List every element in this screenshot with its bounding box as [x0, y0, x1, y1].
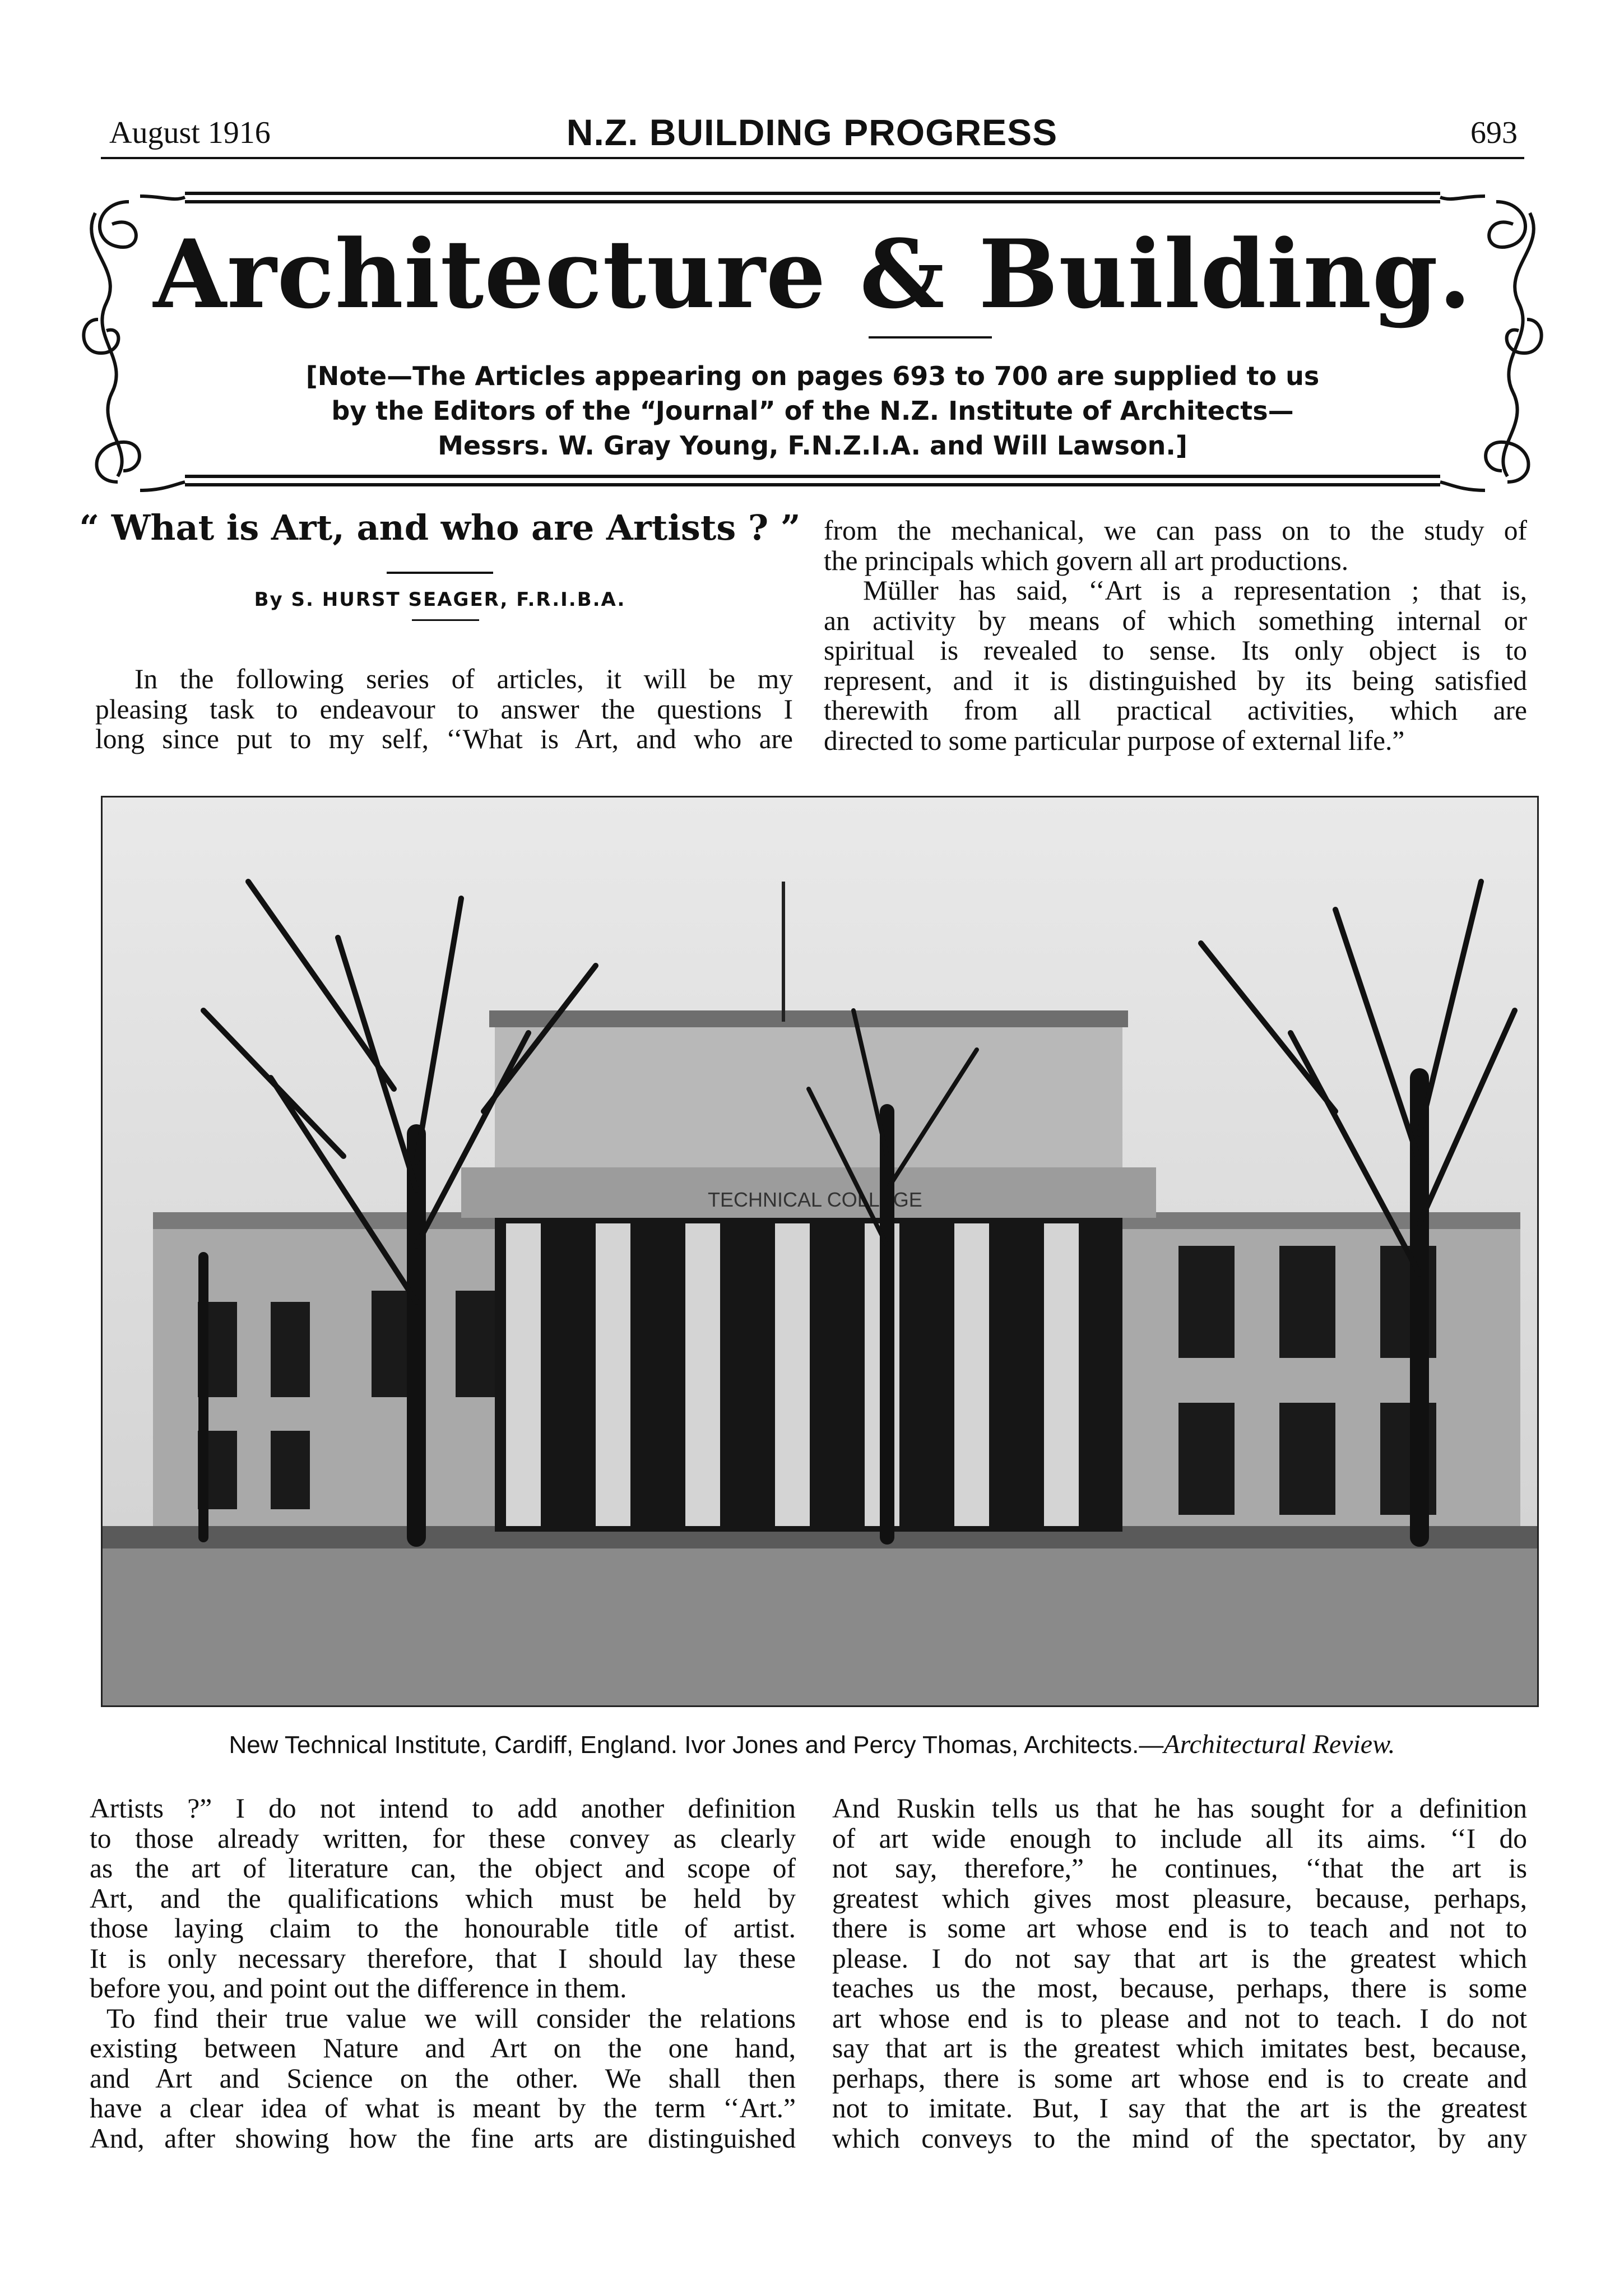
text-line: Müller has said, ‘‘Art is a representation ; that is, — [863, 575, 1527, 606]
text-line: the principals which govern all art productions. — [824, 545, 1349, 576]
text-line: not say, therefore,” he continues, ‘‘that the art is — [832, 1853, 1527, 1884]
header-rule — [101, 157, 1524, 159]
column-bottom-left — [90, 1793, 796, 2153]
text-line: spiritual is revealed to sense. Its only object is to — [824, 635, 1527, 666]
text-line: and Art and Science on the other. We shall then — [90, 2062, 796, 2094]
photo-caption — [0, 1729, 1624, 1760]
text-line: which conveys to the mind of the spectator, by any — [832, 2122, 1527, 2154]
text-line: To find their true value we will consider the relations — [106, 2002, 796, 2034]
text-line: art whose end is to please and not to teach. I do not — [832, 2002, 1527, 2034]
title-rule — [387, 572, 493, 574]
caption-text: New Technical Institute, Cardiff, England. Ivor Jones and Percy Thomas, Architects.— — [229, 1731, 1164, 1759]
column-bottom-right — [832, 1793, 1527, 2153]
building-inscription: TECHNICAL COLLEGE — [708, 1188, 922, 1211]
text-line: have a clear idea of what is meant by the term ‘‘Art.” — [90, 2093, 796, 2123]
text-line: greatest which gives most pleasure, because, perhaps, — [832, 1882, 1527, 1914]
page-number: 693 — [1470, 115, 1518, 150]
text-line: from the mechanical, we can pass on to the study of — [824, 515, 1527, 546]
text-line: existing between Nature and Art on the one hand, — [90, 2033, 796, 2064]
text-line: And, after showing how the fine arts are distinguished — [90, 2122, 796, 2154]
text-line: And Ruskin tells us that he has sought for a definition — [832, 1793, 1527, 1824]
text-line: an activity by means of which something internal or — [824, 605, 1527, 636]
publication-title: N.Z. BUILDING PROGRESS — [566, 112, 1058, 153]
building-photograph — [101, 796, 1539, 1707]
technical-institute-illustration — [103, 797, 1537, 1705]
section-title: Architecture & Building. — [153, 219, 1472, 330]
text-line: It is only necessary therefore, that I should lay these — [90, 1942, 796, 1974]
editorial-note-line: [Note—The Articles appearing on pages 693 to 700 are supplied to us — [305, 361, 1320, 391]
text-line: Artists ?” I do not intend to add another definition — [90, 1793, 796, 1824]
issue-date: August 1916 — [109, 115, 271, 150]
text-line: please. I do not say that art is the greatest which — [832, 1942, 1527, 1974]
text-line: there is some art whose end is to teach and not to — [832, 1913, 1527, 1944]
caption-source: Architectural Review. — [1163, 1729, 1395, 1759]
column-top-left — [95, 664, 793, 754]
text-line: Art, and the qualifications which must be held by — [90, 1882, 796, 1914]
text-line: represent, and it is distinguished by its being satisfied — [824, 665, 1527, 696]
article-byline: By S. HURST SEAGER, F.R.I.B.A. — [254, 588, 626, 611]
section-masthead — [73, 179, 1552, 499]
text-line: teaches us the most, because, perhaps, there is some — [832, 1973, 1527, 2004]
editorial-note-line: Messrs. W. Gray Young, F.N.Z.I.A. and Will Lawson.] — [438, 430, 1187, 461]
text-line: before you, and point out the difference in them. — [90, 1973, 627, 2004]
text-line: not to imitate. But, I say that the art is the greatest — [832, 2093, 1527, 2123]
byline-rule — [412, 619, 479, 621]
title-underline — [869, 336, 992, 339]
text-line: In the following series of articles, it will be my — [134, 664, 793, 694]
text-line: to those already written, for these convey as clearly — [90, 1823, 796, 1854]
text-line: perhaps, there is some art whose end is to create and — [832, 2062, 1527, 2094]
text-line: as the art of literature can, the object and scope of — [90, 1853, 796, 1884]
text-line: pleasing task to endeavour to answer the questions I — [95, 693, 793, 725]
text-line: those laying claim to the honourable title of artist. — [90, 1913, 796, 1944]
text-line: long since put to my self, ‘‘What is Art, and who are — [95, 724, 793, 754]
column-top-right — [824, 516, 1527, 755]
editorial-note — [241, 359, 1384, 463]
article-title: “ What is Art, and who are Artists ? ” — [79, 507, 801, 548]
text-line: directed to some particular purpose of external life.” — [824, 725, 1405, 756]
editorial-note-line: by the Editors of the “Journal” of the N.Z. Institute of Architects— — [331, 396, 1294, 426]
text-line: therewith from all practical activities, which are — [824, 695, 1527, 726]
text-line: say that art is the greatest which imitates best, because, — [832, 2033, 1527, 2064]
text-line: of art wide enough to include all its aims. ‘‘I do — [832, 1823, 1527, 1854]
